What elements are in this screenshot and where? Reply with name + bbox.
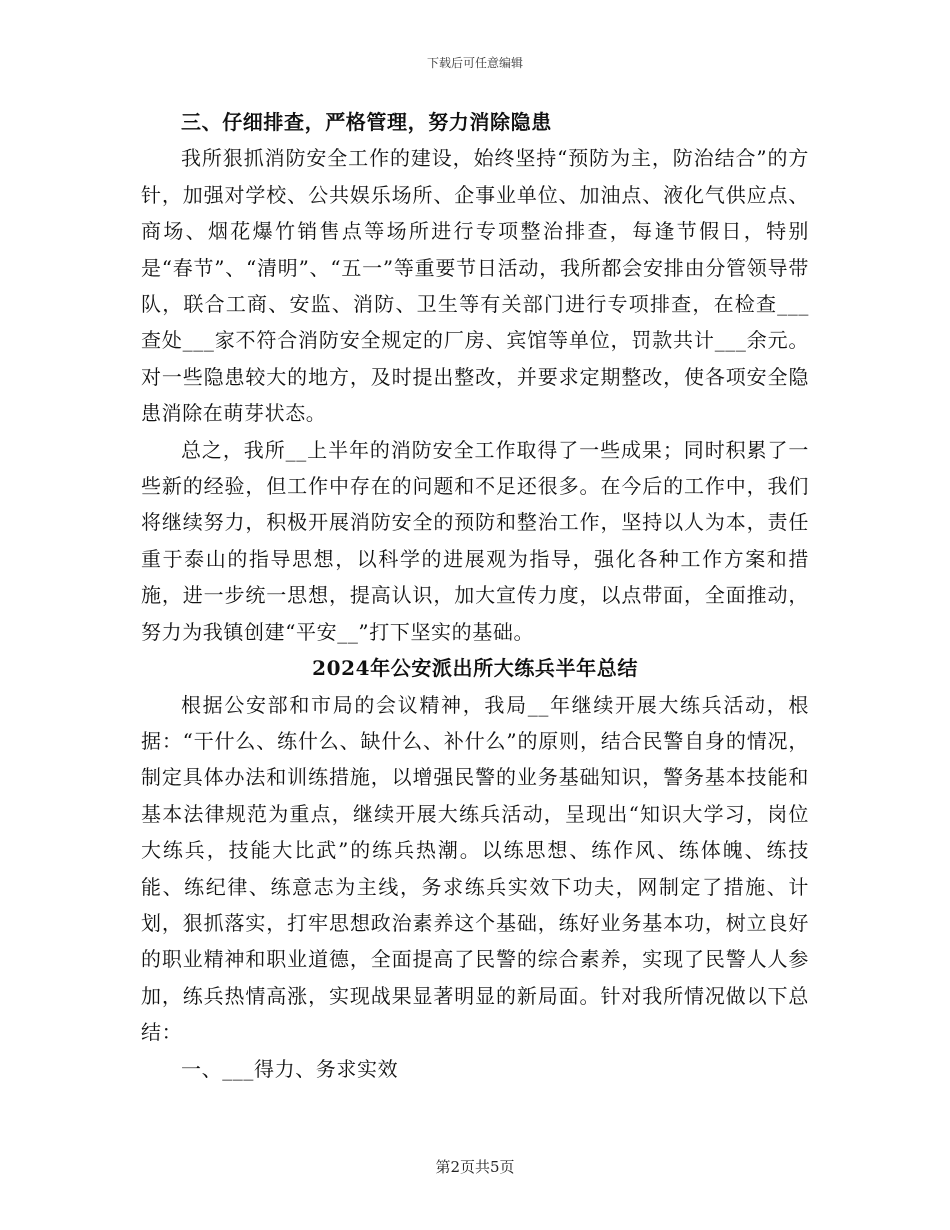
subsection-heading: 一、___得力、务求实效: [181, 1056, 399, 1081]
paragraph: 我所狠抓消防安全工作的建设，始终坚持“预防为主，防治结合”的方针，加强对学校、公共娱乐场所、企事业单位、加油点、液化气供应点、商场、烟花爆竹销售点等场所进行专项整治排查，每逢节假日，特别是“春节”、“清明”、“五一”等重要节日活动，我所都会安排由分管领导带队，联合工商、安监、消防、卫生等有关部门进行专项排查，在检查___查处___家不符合消防安全规定的厂房、宾馆等单位，罚款共计___余元。对一些隐患较大的地方，及时提出整改，并要求定期整改，使各项安全隐患消除在萌芽状态。: [141, 146, 809, 426]
page-header-note: 下载后可任意编辑: [426, 56, 523, 70]
summary-paragraph: 总之，我所__上半年的消防安全工作取得了一些成果；同时积累了一些新的经验，但工作中存在的问题和不足还很多。在今后的工作中，我们将继续努力，积极开展消防安全的预防和整治工作，坚持以人为本，责任重于泰山的指导思想，以科学的进展观为指导，强化各种工作方案和措施，进一步统一思想，提高认识，加大宣传力度，以点带面，全面推动，努力为我镇创建“平安__”打下坚实的基础。: [141, 437, 809, 644]
document-title: 2024年公安派出所大练兵半年总结: [312, 656, 638, 681]
paragraph: 根据公安部和市局的会议精神，我局__年继续开展大练兵活动，根据：“干什么、练什么、缺什么、补什么”的原则，结合民警自身的情况，制定具体办法和训练措施，以增强民警的业务基础知识，警务基本技能和基本法律规范为重点，继续开展大练兵活动，呈现出“知识大学习，岗位大练兵，技能大比武”的练兵热潮。以练思想、练作风、练体魄、练技能、练纪律、练意志为主线，务求练兵实效下功夫，网制定了措施、计划，狠抓落实，打牢思想政治素养这个基础，练好业务基本功，树立良好的职业精神和职业道德，全面提高了民警的综合素养，实现了民警人人参加，练兵热情高涨，实现战果显著明显的新局面。针对我所情况做以下总结：: [141, 692, 809, 1045]
section-heading: 三、仔细排查，严格管理，努力消除隐患: [181, 110, 552, 134]
page-number: 第2页共5页: [435, 1158, 515, 1176]
document-body: [141, 104, 809, 1087]
